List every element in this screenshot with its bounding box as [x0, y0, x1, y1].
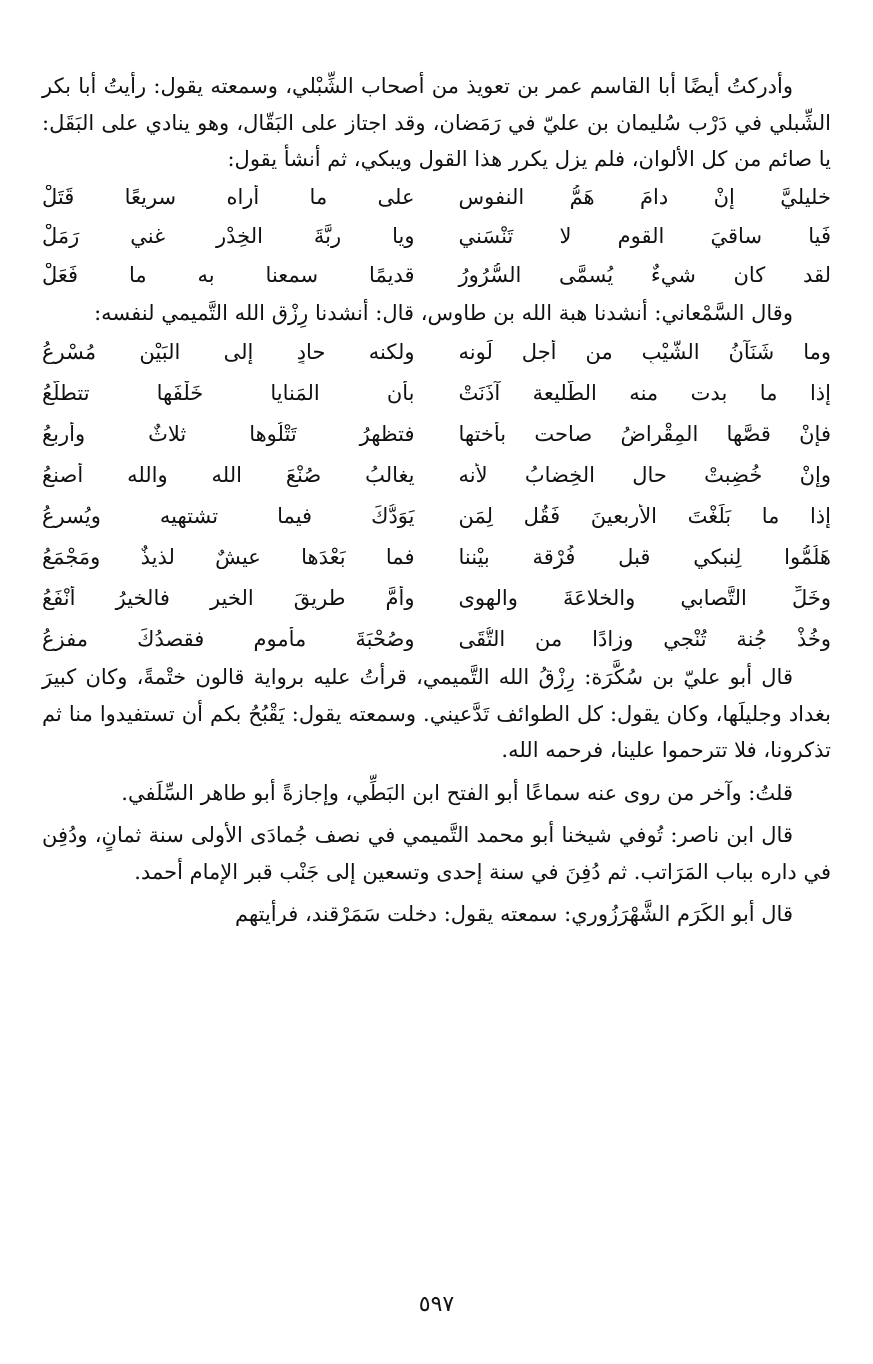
verse-first-hemistich: هَلُمُّوا لِنبكي قبل فُرْقة بيْننا	[458, 544, 831, 569]
paragraph-ibn-nasir: قال ابن ناصر: تُوفي شيخنا أبو محمد التَّميمي في نصف جُمادَى الأولى سنة ثمانٍ، ودُفِن في داره بباب المَرَاتب. ثم دُفِنَ في سنة إحدى وتسعين إلى جَنْب قبر الإمام أحمد.	[42, 823, 831, 884]
paragraph-samani: وقال السَّمْعاني: أنشدنا هبة الله بن طاوس، قال: أنشدنا رِزْق الله التَّميمي لنفسه:	[94, 300, 793, 325]
verse-second-hemistich: يغالبُ صُنْعَ الله والله أصنعُ	[42, 462, 415, 487]
page-number: ٥٩٧	[418, 1292, 455, 1317]
verse-second-hemistich: وأُمَّ طريقَ الخيرِ فالخيرُ أَنْفَعُ	[42, 585, 415, 610]
verse-line	[42, 618, 831, 659]
verse-second-hemistich: قديمًا سمعنا به ما فَعَلْ	[42, 263, 415, 287]
verse-first-hemistich: إذا ما بَلَغْتَ الأربعينَ فَقُل لِمَن	[458, 503, 831, 528]
paragraph-shahrazuri: قال أبو الكَرَم الشَّهْرَزُوري: سمعته يقول: دخلت سَمَرْقند، فرأيتهم	[234, 902, 793, 926]
verse-line	[42, 454, 831, 495]
verse-second-hemistich: يَوَدُّكَ فيما تشتهيه ويُسرعُ	[42, 503, 415, 528]
verse-second-hemistich: ويا ربَّةَ الخِدْر غني رَمَلْ	[42, 224, 415, 248]
verse-line	[42, 178, 831, 217]
verse-first-hemistich: فإنْ قصَّها المِقْراضُ صاحت بأُختها	[458, 421, 831, 446]
poem-first	[42, 178, 831, 295]
verse-line	[42, 495, 831, 536]
paragraph-qultu: قلتُ: وآخر من روى عنه سماعًا أبو الفتح ابن البَطِّي، وإجازةً أبو طاهر السِّلَفي.	[121, 780, 793, 805]
verse-second-hemistich: فتظهرُ تَتْلُوها ثلاثٌ وأربعُ	[42, 421, 415, 446]
verse-second-hemistich: وصُحْبَةَ مأموم فقصدُكَ مفزعُ	[42, 626, 415, 651]
verse-first-hemistich: وخَلِّ التَّصابي والخلاعَةَ والهوى	[458, 585, 831, 610]
verse-line	[42, 331, 831, 372]
verse-first-hemistich: وإنْ خُضِبتْ حال الخِضابُ لأنه	[458, 462, 831, 487]
verse-second-hemistich: فما بَعْدَها عيشٌ لذيذٌ ومَجْمَعُ	[42, 544, 415, 569]
verse-first-hemistich: خليليَّ إنْ دامَ هَمُّ النفوسِ	[458, 185, 831, 209]
verse-first-hemistich: إذا ما بدت منه الطَّليعة آذَنَتْ	[458, 380, 831, 405]
verse-line	[42, 256, 831, 295]
verse-first-hemistich: وخُذْ جُنة تُنْجي وزادًا من التُّقَى	[458, 626, 831, 651]
verse-first-hemistich: لقد كان شيءٌ يُسمَّى السُّرُورُ	[458, 263, 831, 287]
verse-line	[42, 577, 831, 618]
verse-line	[42, 372, 831, 413]
paragraph-sukkara: قال أبو عليّ بن سُكَّرَة: رِزْقُ الله التَّميمي، قرأتُ عليه برواية قالون ختْمةً، وكان كبيرَ بغداد وجليلَها، وكان يقول: كل الطوائف تَدَّعيني. وسمعته يقول: يَقْبُحُ بكم أن تستفيدوا منا ثم تذكرونا، فلا تترحموا علينا، فرحمه الله.	[42, 665, 831, 762]
verse-second-hemistich: ولكنه حادٍ إلى البَيْنِ مُسْرِعُ	[42, 339, 415, 364]
poem-second	[42, 331, 831, 659]
verse-first-hemistich: وما شَنَآنُ الشَّيْبِ من أجل لَونه	[458, 339, 831, 364]
verse-line	[42, 536, 831, 577]
verse-line	[42, 217, 831, 256]
verse-line	[42, 413, 831, 454]
verse-second-hemistich: على ما أراه سريعًا قَتَلْ	[42, 185, 415, 209]
verse-first-hemistich: فَيا ساقيَ القوم لا تَنْسَني	[458, 224, 831, 248]
paragraph-shibli: وأدركتُ أيضًا أبا القاسم عمر بن تعويذ من أصحاب الشِّبْلي، وسمعته يقول: رأيتُ أبا بكر الشِّبلي في دَرْب سُليمان بن عليّ في رَمَضان، وقد اجتاز على البَقّال، وهو ينادي على البَقَل: يا صائم من كل الألوان، فلم يزل يكرر هذا القول ويبكي، ثم أنشأ يقول:	[42, 74, 831, 171]
verse-second-hemistich: بأن المَنايا خَلْفَها تتطلَّعُ	[42, 380, 415, 405]
